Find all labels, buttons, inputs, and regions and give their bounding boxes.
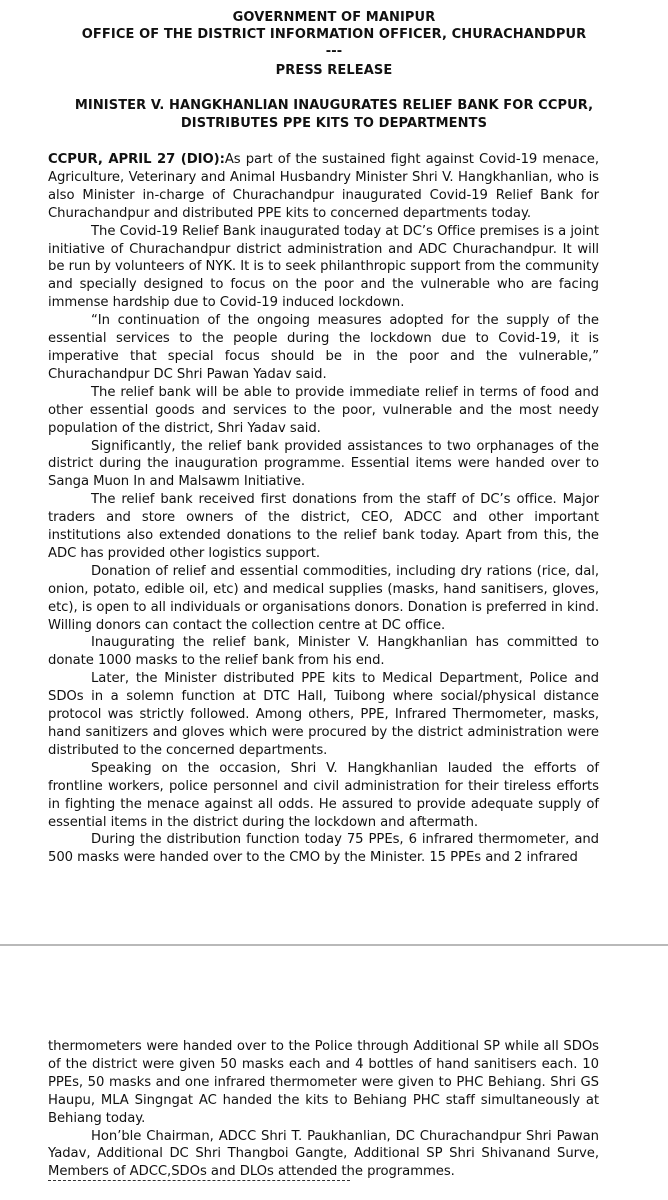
paragraph-attendees: Hon’ble Chairman, ADCC Shri T. Paukhanlian, DC Churachandpur Shri Pawan Yadav, Additional DC Shri Thangboi Gangte, Additional SP Shri Shivanand Surve, Members of ADCC,SDOs and DLOs attended the programmes. [48, 1128, 599, 1180]
paragraph-5: Significantly, the relief bank provided assistances to two orphanages of the district during the inauguration programme. Essential items were handed over to Sanga Muon In and Malsawm Initiative. [48, 438, 599, 490]
paragraph-1: CCPUR, APRIL 27 (DIO):As part of the sustained fight against Covid-19 menace, Agriculture, Veterinary and Animal Husbandry Minister Shri V. Hangkhanlian, who is also Minister in-charge of Churachandpur inaugurated Covid-19 Relief Bank for Churachandpur and distributed PPE kits to concerned departments today. [48, 152, 599, 221]
paragraph-4: The relief bank will be able to provide immediate relief in terms of food and other essential goods and services to the poor, vulnerable and the most needy population of the district, Shri Yadav said. [48, 384, 599, 436]
press-release-body-continued [48, 1038, 599, 1181]
office-heading: OFFICE OF THE DISTRICT INFORMATION OFFICER, CHURACHANDPUR [81, 27, 587, 42]
press-release-title: PRESS RELEASE [275, 63, 393, 78]
paragraph-10: Speaking on the occasion, Shri V. Hangkhanlian lauded the efforts of frontline workers, police personnel and civil administration for their tireless efforts in fighting the menace against all odds. He assured to provide adequate supply of essential items in the district during the lockdown and aftermath. [48, 760, 599, 830]
paragraph-3: “In continuation of the ongoing measures adopted for the supply of the essential services to the people during the lockdown due to Covid-19, it is imperative that special focus should be in the poor and the vulnerable,” Churachandpur DC Shri Pawan Yadav said. [48, 313, 599, 382]
paragraph-11: During the distribution function today 75 PPEs, 6 infrared thermometer, and 500 masks were handed over to the CMO by the Minister. 15 PPEs and 2 infrared [48, 832, 599, 866]
headline-line-1: MINISTER V. HANGKHANLIAN INAUGURATES RELIEF BANK FOR CCPUR, [74, 98, 594, 113]
end-rule [48, 1180, 350, 1181]
heading-separator: --- [325, 44, 343, 59]
paragraph-9: Later, the Minister distributed PPE kits to Medical Department, Police and SDOs in a solemn function at DTC Hall, Tuibong where social/physical distance protocol was strictly followed. Among others, PPE, Infrared Thermometer, masks, hand sanitizers and gloves which were procured by the district administration were distributed to the concerned departments. [48, 671, 599, 758]
paragraph-2: The Covid-19 Relief Bank inaugurated today at DC’s Office premises is a joint initiative of Churachandpur district administration and ADC Churachandpur. It will be run by volunteers of NYK. It is to seek philanthropic support from the community and specially designed to focus on the poor and the vulnerable who are facing immense hardship due to Covid-19 induced lockdown. [48, 223, 599, 311]
dateline: CCPUR, APRIL 27 (DIO): [48, 152, 225, 167]
press-release-body [48, 151, 599, 867]
paragraph-continued: thermometers were handed over to the Police through Additional SP while all SDOs of the district were given 50 masks each and 4 bottles of hand sanitisers each. 10 PPEs, 50 masks and one infrared thermometer were given to PHC Behiang. Shri GS Haupu, MLA Singngat AC handed the kits to Behiang PHC staff simultaneously at Behiang today. [48, 1039, 599, 1126]
paragraph-8: Inaugurating the relief bank, Minister V. Hangkhanlian has committed to donate 1000 masks to the relief bank from his end. [48, 635, 599, 669]
paragraph-7: Donation of relief and essential commodities, including dry rations (rice, dal, onion, potato, edible oil, etc) and medical supplies (masks, hand sanitisers, gloves, etc), is open to all individuals or organisations donors. Donation is preferred in kind. Willing donors can contact the collection centre at DC office. [48, 563, 599, 633]
document-page-2 [0, 956, 668, 1200]
paragraph-6: The relief bank received first donations from the staff of DC’s office. Major traders and store owners of the district, CEO, ADCC and other important institutions also extended donations to the relief bank today. Apart from this, the ADC has provided other logistics support. [48, 492, 599, 561]
government-heading: GOVERNMENT OF MANIPUR [232, 10, 436, 25]
page-break [0, 944, 668, 956]
headline-line-2: DISTRIBUTES PPE KITS TO DEPARTMENTS [180, 116, 488, 131]
